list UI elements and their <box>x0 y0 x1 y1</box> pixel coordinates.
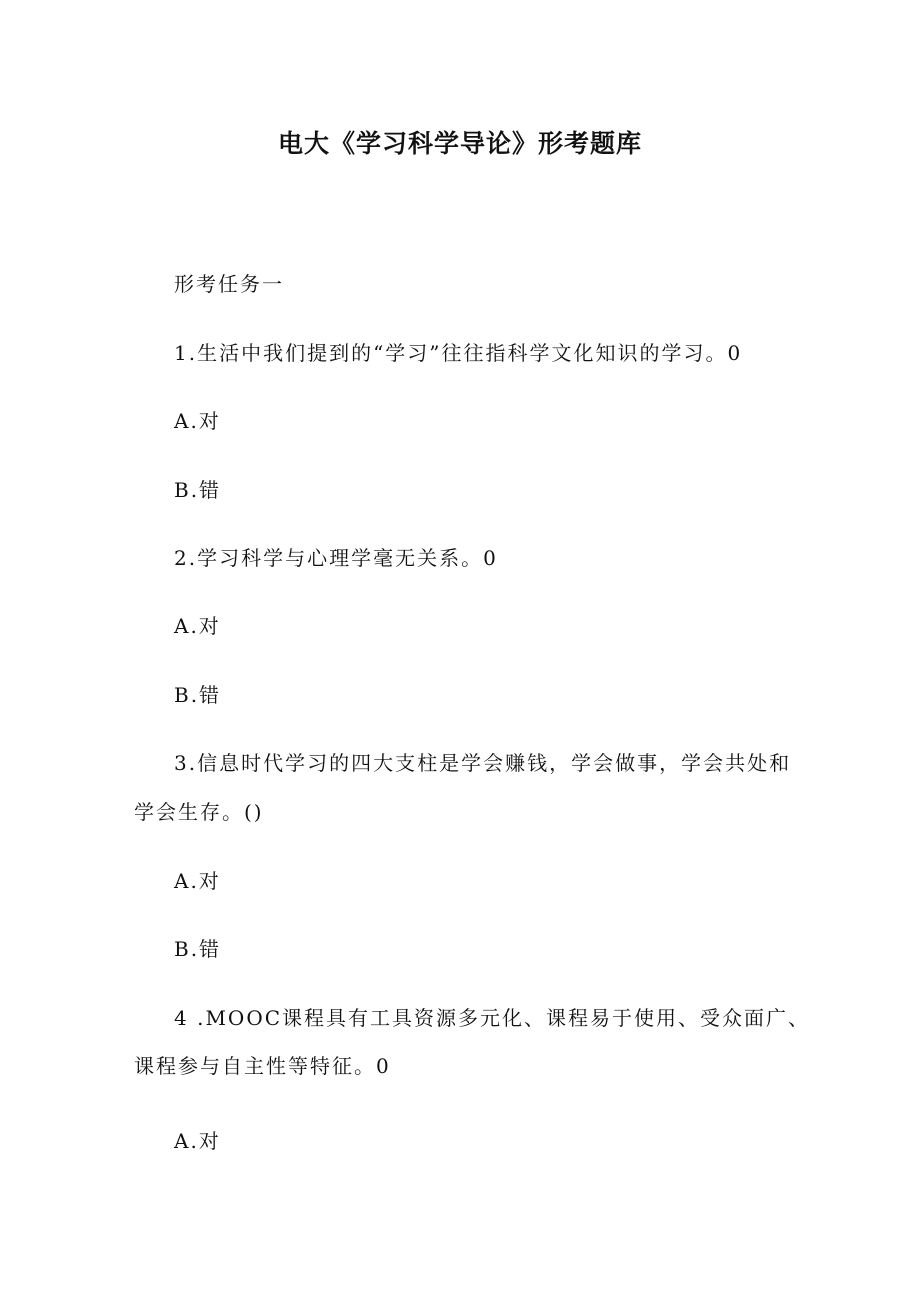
document-title: 电大《学习科学导论》形考题库 <box>277 129 642 158</box>
question-1-option-b: B.错 <box>174 478 222 502</box>
question-2-option-a: A.对 <box>174 614 221 638</box>
question-2-text: 2.学习科学与心理学毫无关系。0 <box>174 546 498 570</box>
question-3-option-b: B.错 <box>174 937 222 961</box>
question-3-text-continued: 学会生存。() <box>134 800 264 824</box>
question-1-text: 1.生活中我们提到的“学习”往往指科学文化知识的学习。0 <box>174 341 743 365</box>
question-1-option-a: A.对 <box>174 409 221 433</box>
question-2-option-b: B.错 <box>174 683 222 707</box>
question-4-text: 4 .MOOC课程具有工具资源多元化、课程易于使用、受众面广、 <box>174 1006 811 1030</box>
question-3-option-a: A.对 <box>174 869 221 893</box>
section-heading: 形考任务一 <box>174 272 284 296</box>
question-4-option-a: A.对 <box>174 1129 221 1153</box>
question-3-text: 3.信息时代学习的四大支柱是学会赚钱，学会做事，学会共处和 <box>174 751 792 775</box>
question-4-text-continued: 课程参与自主性等特征。0 <box>134 1054 391 1078</box>
